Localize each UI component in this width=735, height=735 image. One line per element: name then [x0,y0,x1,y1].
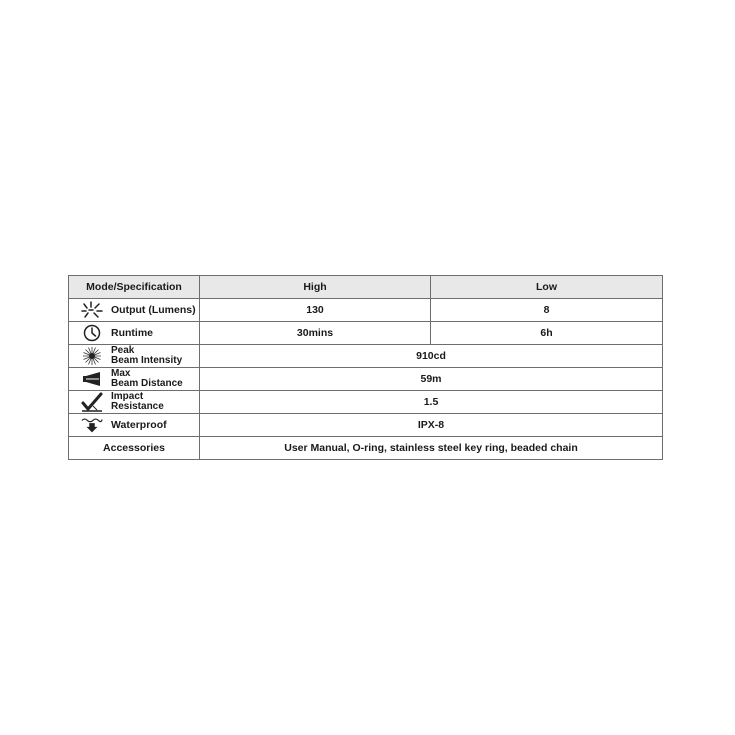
header-row [69,276,663,299]
impact-value: 1.5 [200,391,663,414]
impact-label-line1: Impact [111,390,144,402]
impact-label-line2: Resistance [111,401,164,412]
intensity-row [69,345,663,368]
output-high: 130 [200,299,431,322]
beam-distance-icon [81,369,103,389]
waterproof-row [69,414,663,437]
distance-label-line1: Max [111,367,131,379]
accessories-value: User Manual, O-ring, stainless steel key ring, beaded chain [200,437,663,460]
output-row [69,299,663,322]
waterproof-value: IPX-8 [200,414,663,437]
header-low: Low [431,276,663,299]
runtime-row [69,322,663,345]
light-burst-icon [81,300,103,320]
waterproof-label-cell [69,414,200,437]
distance-label-cell [69,368,200,391]
runtime-label-cell [69,322,200,345]
accessories-label: Accessories [69,437,200,460]
header-mode: Mode/Specification [69,276,200,299]
waterproof-label: Waterproof [111,419,167,431]
distance-row [69,368,663,391]
clock-icon [81,323,103,343]
runtime-high: 30mins [200,322,431,345]
distance-value: 59m [200,368,663,391]
impact-row [69,391,663,414]
output-label: Output (Lumens) [111,304,196,316]
impact-check-icon [81,392,103,412]
intensity-label-line1: Peak [111,344,135,356]
intensity-value: 910cd [200,345,663,368]
distance-label-line2: Beam Distance [111,378,183,389]
output-label-cell [69,299,200,322]
header-high: High [200,276,431,299]
radiating-sun-icon [81,346,103,366]
intensity-label-line2: Beam Intensity [111,355,183,366]
runtime-low: 6h [431,322,663,345]
spec-table [68,275,663,460]
intensity-label-cell [69,345,200,368]
impact-label-cell [69,391,200,414]
water-drop-icon [81,415,103,435]
output-low: 8 [431,299,663,322]
runtime-label: Runtime [111,327,153,339]
accessories-row [69,437,663,460]
